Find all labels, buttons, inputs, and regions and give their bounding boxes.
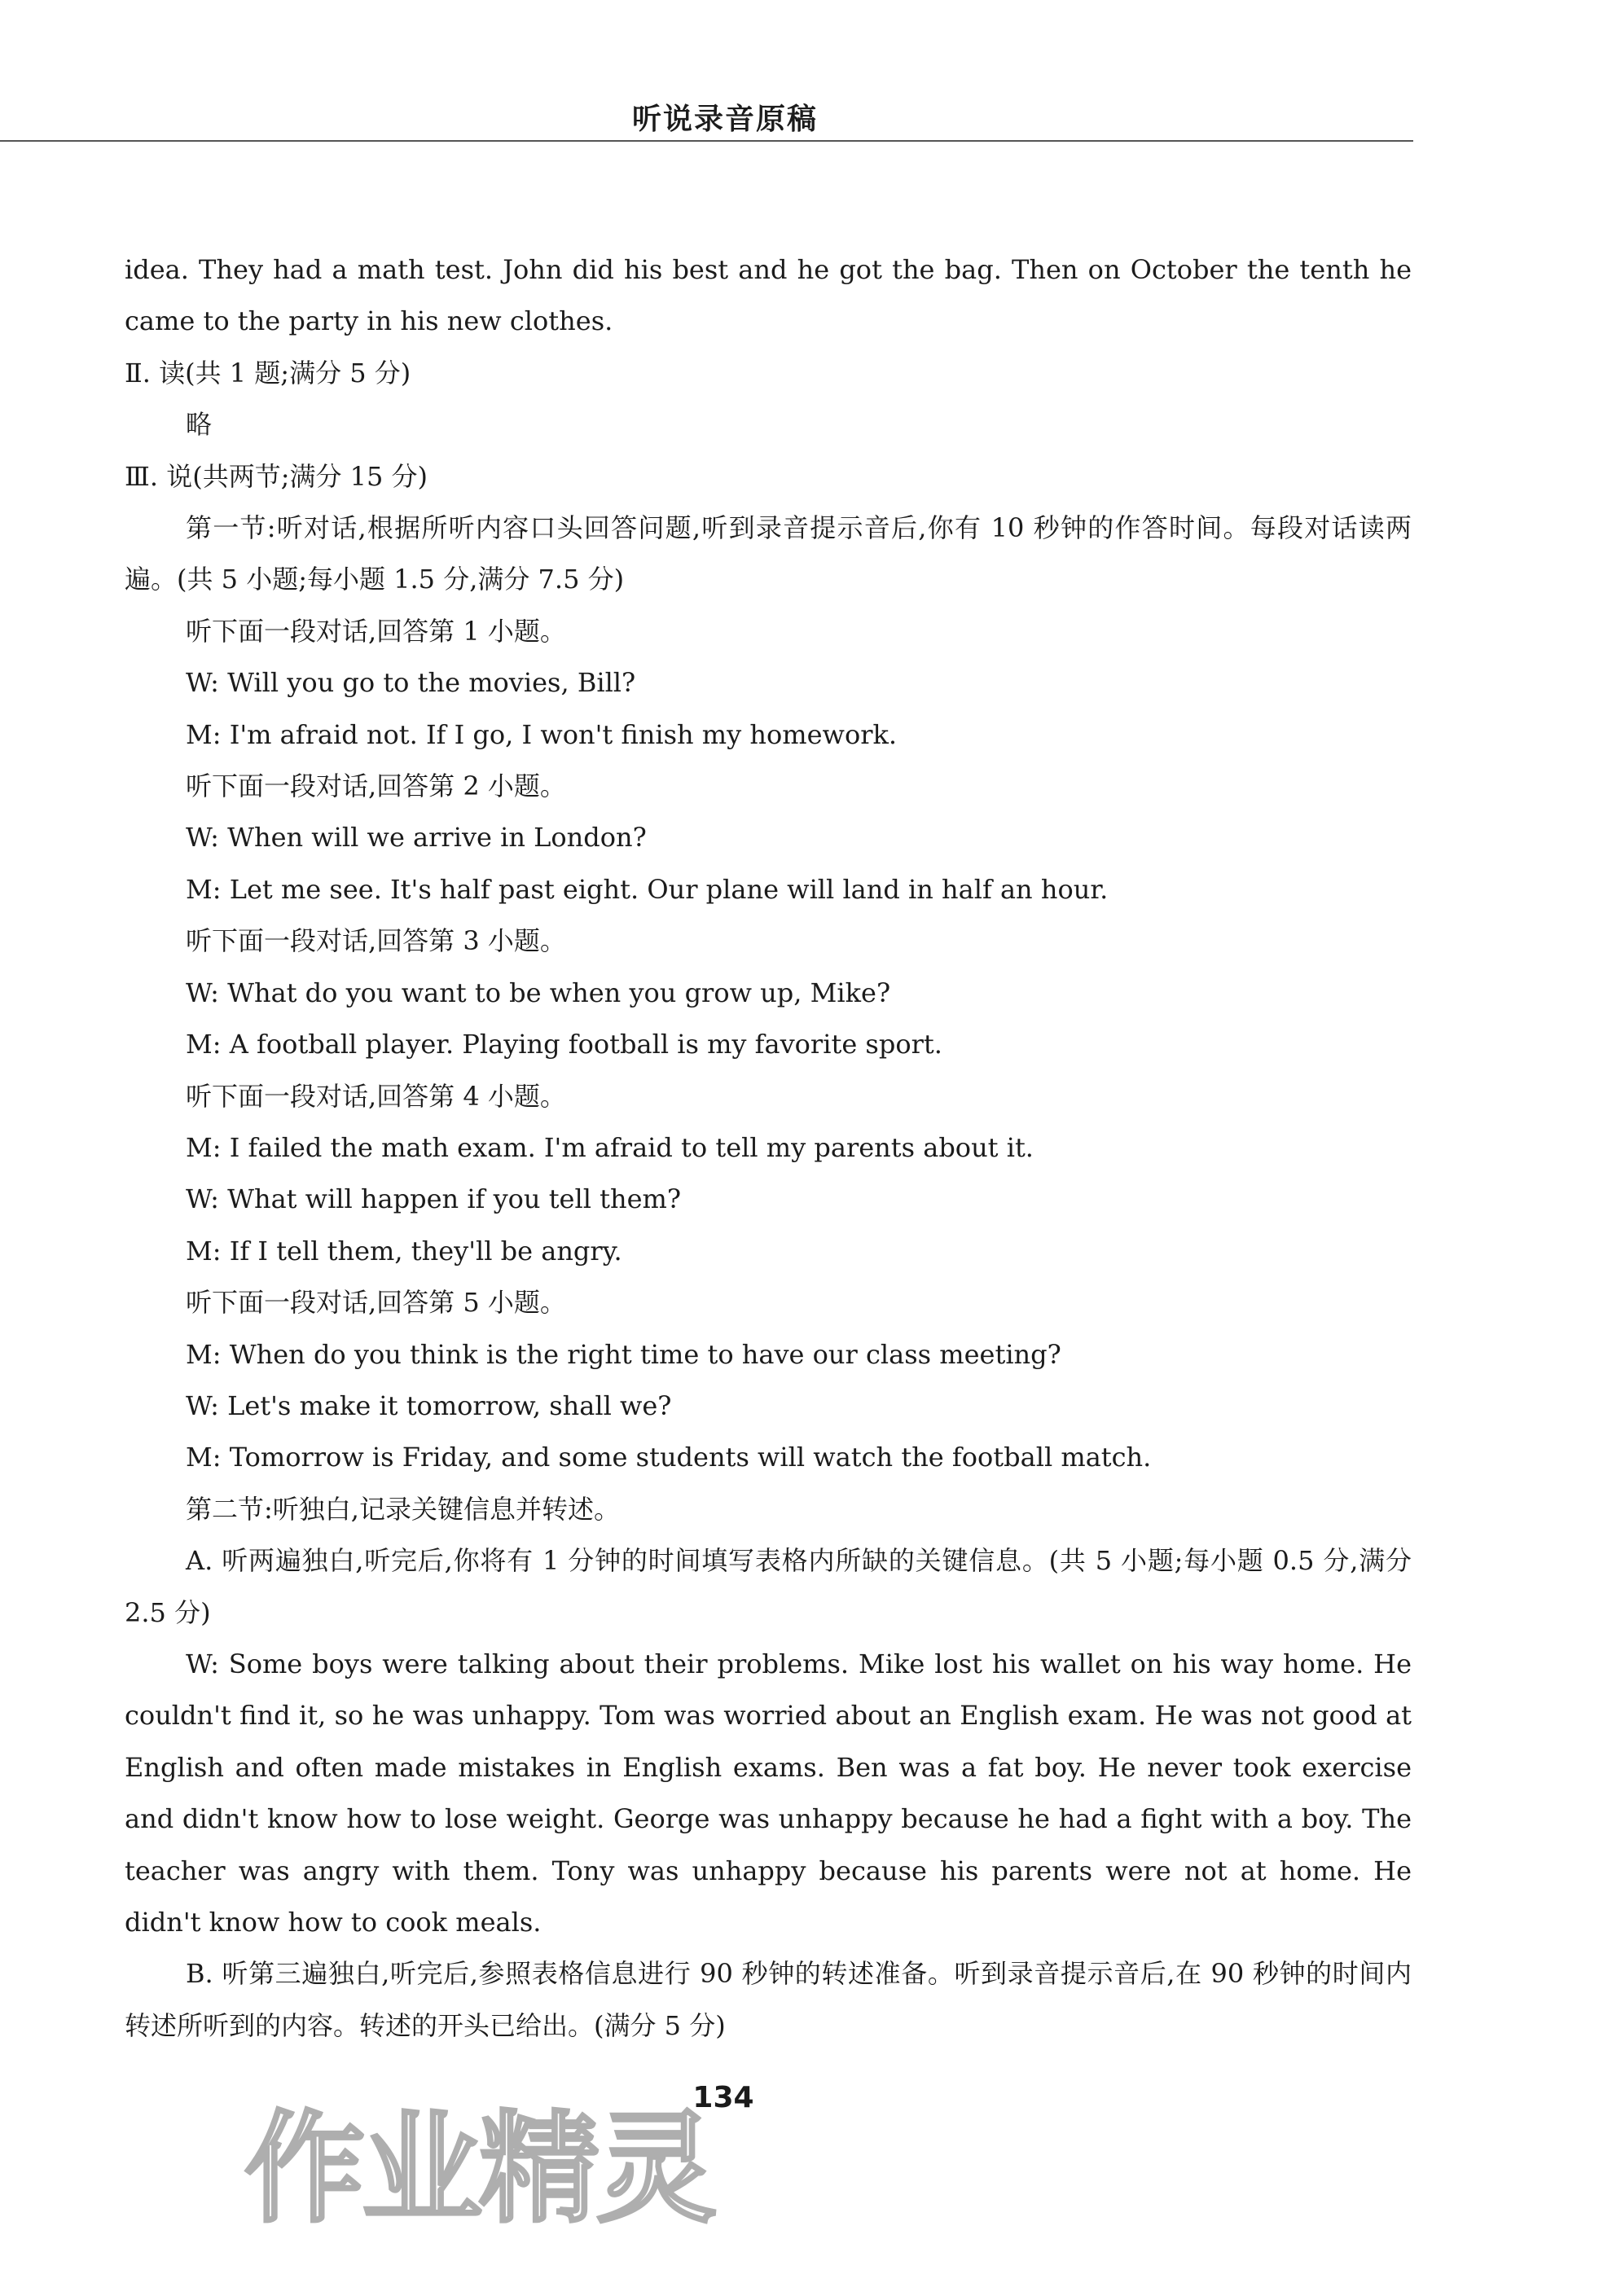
dialogue-line: M: If I tell them, they'll be angry. — [186, 1235, 622, 1267]
instruction: 第一节:听对话,根据所听内容口头回答问题,听到录音提示音后,你有 10 秒钟的作答时间。每段对话读两遍。(共 5 小题;每小题 1.5 分,满分 7.5 分) — [125, 512, 1412, 595]
dialogue-line: M: Tomorrow is Friday, and some students will watch the football match. — [186, 1442, 1152, 1473]
dialogue-line: M: When do you think is the right time to have our class meeting? — [186, 1338, 1061, 1370]
dialogue-prompt: 听下面一段对话,回答第 1 小题。 — [186, 615, 566, 647]
monologue-text: W: Some boys were talking about their problems. Mike lost his wallet on his way home. He couldn't find it, so he was unhappy. Tom was worried about an English exam. He was not good at English and often made mistakes in English exams. Ben was a fat boy. He never took exercise and didn't know how to lose weight. George was unhappy because he had a fight with a boy. The teacher was angry with them. Tony was unhappy because his parents were not at home. He didn't know how to cook meals. — [125, 1648, 1412, 1938]
watermark-logo: 作业精灵 — [244, 2099, 714, 2239]
dialogue-prompt: 听下面一段对话,回答第 2 小题。 — [186, 770, 566, 802]
section-heading: Ⅲ. 说(共两节;满分 15 分) — [125, 460, 428, 492]
instruction: A. 听两遍独白,听完后,你将有 1 分钟的时间填写表格内所缺的关键信息。(共 5 小题;每小题 0.5 分,满分 2.5 分) — [125, 1545, 1412, 1628]
header-divider — [0, 140, 1413, 142]
dialogue-line: W: What will happen if you tell them? — [186, 1183, 682, 1215]
dialogue-line: M: A football player. Playing football is my favorite sport. — [186, 1029, 942, 1060]
section-heading: Ⅱ. 读(共 1 题;满分 5 分) — [125, 357, 411, 389]
dialogue-line: W: Will you go to the movies, Bill? — [186, 667, 636, 699]
dialogue-prompt: 听下面一段对话,回答第 3 小题。 — [186, 925, 566, 957]
section-subheading: 第二节:听独白,记录关键信息并转述。 — [186, 1493, 620, 1525]
dialogue-line: M: Let me see. It's half past eight. Our plane will land in half an hour. — [186, 873, 1109, 905]
dialogue-line: M: I failed the math exam. I'm afraid to tell my parents about it. — [186, 1131, 1034, 1163]
dialogue-line: M: I'm afraid not. If I go, I won't finish my homework. — [186, 718, 898, 750]
dialogue-prompt: 听下面一段对话,回答第 4 小题。 — [186, 1080, 566, 1112]
dialogue-line: W: When will we arrive in London? — [186, 822, 647, 854]
instruction: B. 听第三遍独白,听完后,参照表格信息进行 90 秒钟的转述准备。听到录音提示音后,在 90 秒钟的时间内转述所听到的内容。转述的开头已给出。(满分 5 分) — [125, 1958, 1412, 2041]
page-header-title: 听说录音原稿 — [631, 103, 818, 136]
page-number: 134 — [692, 2081, 754, 2114]
dialogue-line: W: What do you want to be when you grow up, Mike? — [186, 977, 891, 1008]
dialogue-line: W: Let's make it tomorrow, shall we? — [186, 1389, 672, 1421]
paragraph: idea. They had a math test. John did his best and he got the bag. Then on October the tenth he came to the party in his new clothes. — [125, 254, 1412, 337]
dialogue-prompt: 听下面一段对话,回答第 5 小题。 — [186, 1287, 566, 1319]
document-body — [125, 244, 1412, 2052]
paragraph: 略 — [186, 409, 213, 441]
